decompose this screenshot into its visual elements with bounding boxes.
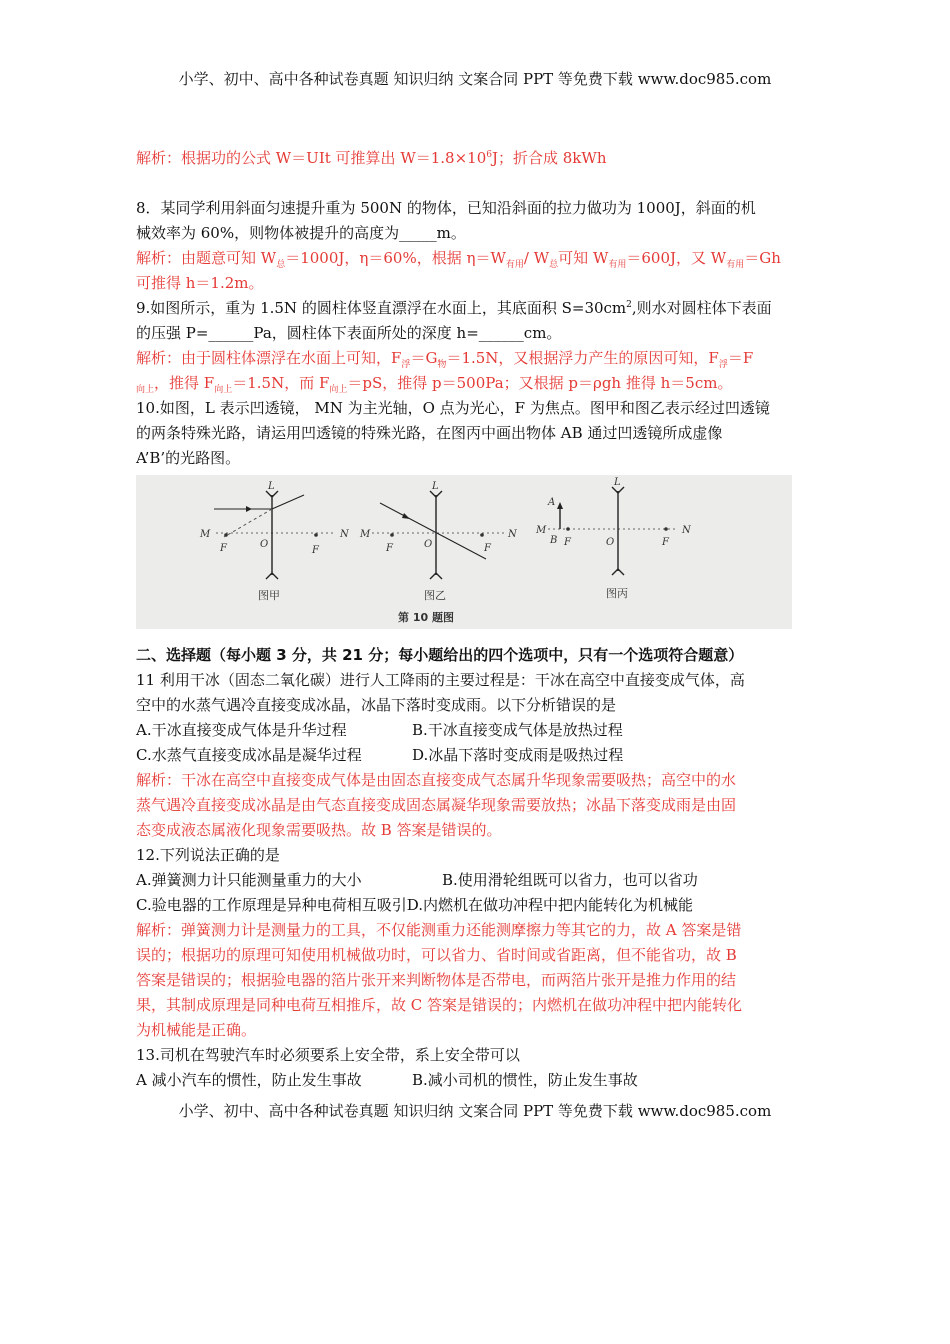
q12-options-row2: [136, 893, 816, 918]
label-M: M: [200, 529, 211, 540]
label-A: A: [548, 497, 556, 508]
document-body: [136, 146, 816, 1093]
q12-options-row1: [136, 868, 816, 893]
q11-stem-line2: 空中的水蒸气遇冷直接变成冰晶，冰晶下落时变成雨。以下分析错误的是: [136, 696, 617, 714]
q11-option-d: D.冰晶下落时变成雨是吸热过程: [412, 746, 624, 764]
q9-stem-line1: 9.如图所示，重为 1.5N 的圆柱体竖直漂浮在水面上，其底面积 $S=30cm^2$,则水对圆柱体下表面: [136, 299, 772, 317]
label-M: M: [536, 525, 547, 536]
figure-caption: 第 10 题图: [398, 611, 454, 624]
label-F: F: [662, 537, 669, 548]
label-L: L: [614, 477, 621, 488]
q8-stem-line1: 8．某同学利用斜面匀速提升重为 500N 的物体，已知沿斜面的拉力做功为 1000J，斜面的机: [136, 199, 756, 217]
page-footer: 小学、初中、高中各种试卷真题 知识归纳 文案合同 PPT 等免费下载 www.doc985.com: [178, 1102, 772, 1120]
label-N: N: [340, 529, 349, 540]
label-panel1: 图甲: [258, 589, 280, 602]
q7-analysis: 解析：根据功的公式 W＝UIt 可推算出 $W=1.8\times 10^6J$；折合成 8kWh: [136, 149, 607, 167]
q12-analysis-line5: 为机械能是正确。: [136, 1021, 257, 1039]
label-B: B: [550, 535, 558, 546]
panel-bing: [535, 477, 692, 600]
q11-option-b: B.干冰直接变成气体是放热过程: [412, 721, 623, 739]
q11-options-row1: [136, 718, 816, 743]
q12-analysis-line2: 误的；根据功的原理可知使用机械做功时，可以省力、省时间或省距离，但不能省功，故 B: [136, 946, 737, 964]
q13-stem: 13.司机在驾驶汽车时必须要系上安全带，系上安全带可以: [136, 1046, 520, 1064]
q13-option-a: A 减小汽车的惯性，防止发生事故: [136, 1071, 362, 1089]
q11-option-c: C.水蒸气直接变成冰晶是凝华过程: [136, 746, 362, 764]
label-F: F: [564, 537, 571, 548]
label-F: F: [386, 543, 393, 554]
label-panel2: 图乙: [424, 589, 446, 602]
label-panel3: 图丙: [606, 587, 628, 600]
q12-analysis-line3: 答案是错误的；根据验电器的箔片张开来判断物体是否带电，而两箔片张开是推力作用的结: [136, 971, 737, 989]
page-header: 小学、初中、高中各种试卷真题 知识归纳 文案合同 PPT 等免费下载 www.doc985.com: [178, 70, 772, 88]
q11-option-a: A.干冰直接变成气体是升华过程: [136, 721, 347, 739]
q9-stem-line2: 的压强 P=______Pa，圆柱体下表面所处的深度 h=______cm。: [136, 324, 562, 342]
label-F: F: [484, 543, 491, 554]
q11-stem-line1: 11 利用干冰（固态二氧化碳）进行人工降雨的主要过程是：干冰在高空中直接变成气体，高: [136, 671, 745, 689]
q12-analysis-line4: 果，其制成原理是同种电荷互相推斥，故 C 答案是错误的；内燃机在做功冲程中把内能转化: [136, 996, 743, 1014]
label-N: N: [508, 529, 517, 540]
q8-stem-line2: 械效率为 60%，则物体被提升的高度为_____m。: [136, 224, 466, 242]
label-L: L: [268, 481, 275, 492]
q12-stem: 12.下列说法正确的是: [136, 846, 280, 864]
label-O: O: [260, 539, 269, 550]
panel-jia: [199, 481, 350, 602]
label-O: O: [424, 539, 433, 550]
q12-option-a: A.弹簧测力计只能测量重力的大小: [136, 871, 362, 889]
section-title: 二、选择题（每小题 3 分，共 21 分；每小题给出的四个选项中，只有一个选项符合题意）: [136, 646, 744, 664]
q12-option-c: C.验电器的工作原理是异种电荷相互吸引: [136, 896, 407, 914]
q10-stem-line3: A’B’的光路图。: [136, 449, 241, 467]
q11-analysis-line3: 态变成液态属液化现象需要吸热。故 B 答案是错误的。: [136, 821, 502, 839]
q8-analysis-line1: 解析：由题意可知 $W_总=1000J$，η＝60%，根据 $\eta=W_{有用}/$ $W_总$可知 $W_{有用}=600J$，又 $W_{有用}=Gh$: [136, 249, 781, 270]
q11-options-row2: [136, 743, 816, 768]
label-F: F: [312, 545, 319, 556]
q10-figure: [136, 475, 792, 629]
q10-stem-line1: 10.如图，L 表示凹透镜， MN 为主光轴，O 点为光心，F 为焦点。图甲和图乙表示经过凹透镜: [136, 399, 770, 417]
q12-analysis-line1: 解析：弹簧测力计是测量力的工具，不仅能测重力还能测摩擦力等其它的力，故 A 答案是错: [136, 921, 742, 939]
q11-analysis-line1: 解析：干冰在高空中直接变成气体是由固态直接变成气态属升华现象需要吸热；高空中的水: [136, 771, 737, 789]
panel-yi: [359, 481, 518, 602]
label-M: M: [360, 529, 371, 540]
q11-analysis-line2: 蒸气遇冷直接变成冰晶是由气态直接变成固态属凝华现象需要放热；冰晶下落变成雨是由固: [136, 796, 737, 814]
q13-option-b: B.减小司机的惯性，防止发生事故: [412, 1071, 638, 1089]
q9-analysis-line1: 解析：由于圆柱体漂浮在水面上可知，$F_浮=G_物=1.5N$，又根据浮力产生的原因可知，$F_浮=F$: [136, 349, 754, 370]
label-L: L: [432, 481, 439, 492]
q13-options-row1: [136, 1068, 816, 1093]
q9-analysis-line2: $_{向上}$，推得 $F_{向上}=1.5N$，而 $F_{向上}=pS$，推得 p＝500Pa；又根据 p＝ρgh 推得 h＝5cm。: [136, 374, 733, 395]
label-F: F: [220, 543, 227, 554]
label-O: O: [606, 537, 615, 548]
q10-stem-line2: 的两条特殊光路，请运用凹透镜的特殊光路，在图丙中画出物体 AB 通过凹透镜所成虚像: [136, 424, 723, 442]
q12-option-d: D.内燃机在做功冲程中把内能转化为机械能: [406, 896, 693, 914]
label-N: N: [682, 525, 691, 536]
q8-analysis-line2: 可推得 h＝1.2m。: [136, 274, 264, 292]
q12-option-b: B.使用滑轮组既可以省力，也可以省功: [442, 871, 698, 889]
